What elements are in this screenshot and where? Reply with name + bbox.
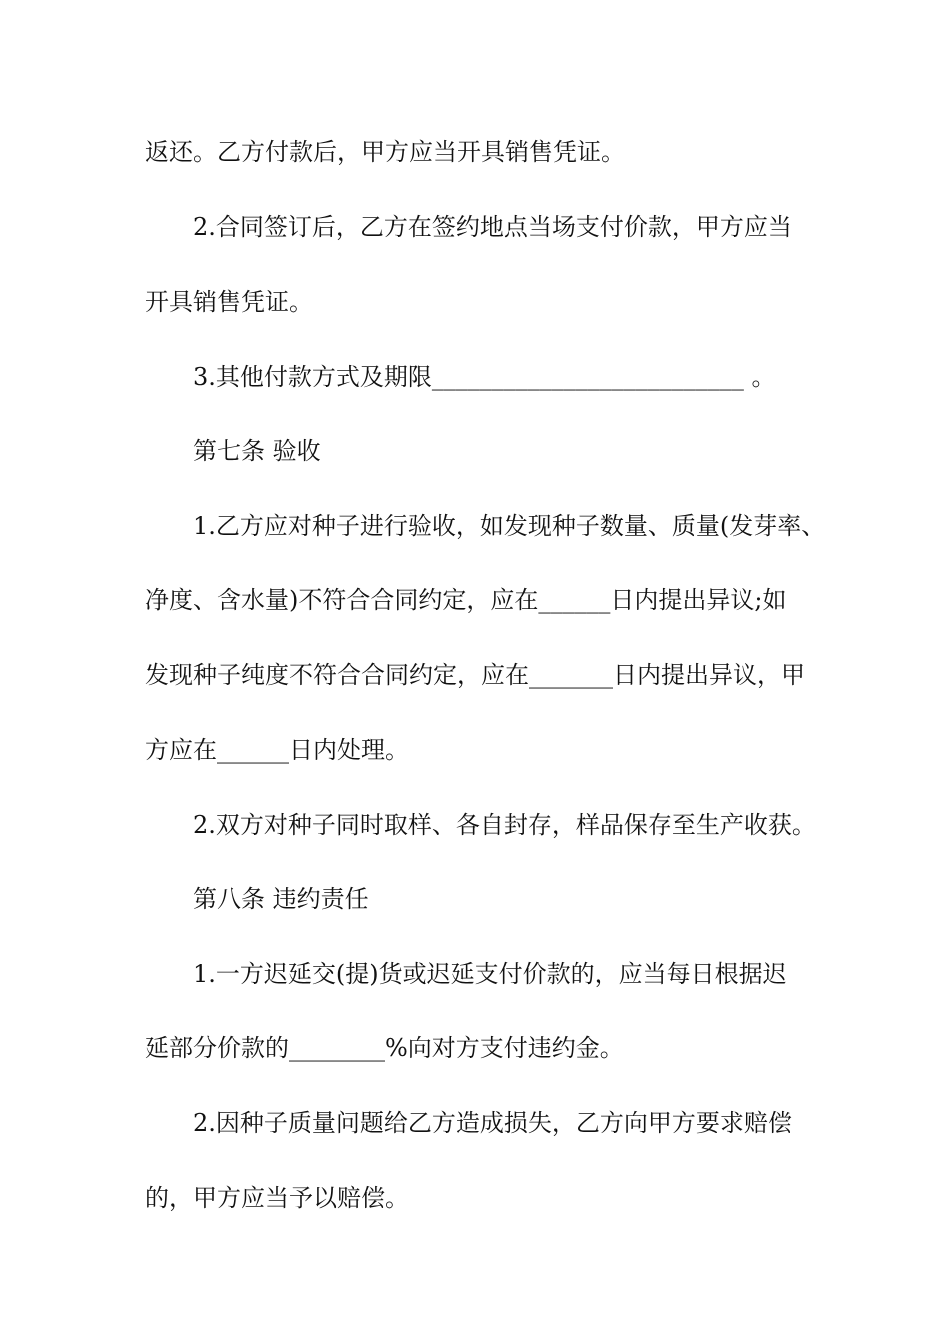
section-heading: 第八条 违约责任 — [193, 885, 369, 913]
paragraph-line: 返还。乙方付款后，甲方应当开具销售凭证。 — [145, 138, 625, 166]
paragraph-line: 2.因种子质量问题给乙方造成损失，乙方向甲方要求赔偿 — [193, 1109, 792, 1137]
paragraph-line: 开具销售凭证。 — [145, 288, 313, 316]
paragraph-line: 3.其他付款方式及期限__________________________ 。 — [193, 363, 776, 391]
paragraph-line: 方应在______日内处理。 — [145, 736, 409, 764]
paragraph-line: 1.乙方应对种子进行验收，如发现种子数量、质量(发芽率、 — [193, 512, 826, 540]
paragraph-line: 1.一方迟延交(提)货或迟延支付价款的，应当每日根据迟 — [193, 960, 787, 988]
paragraph-line: 延部分价款的________%向对方支付违约金。 — [145, 1034, 624, 1062]
paragraph-line: 发现种子纯度不符合合同约定，应在_______日内提出异议，甲 — [145, 661, 805, 689]
paragraph-line: 的，甲方应当予以赔偿。 — [145, 1184, 409, 1212]
paragraph-line: 2.双方对种子同时取样、各自封存，样品保存至生产收获。 — [193, 811, 816, 839]
paragraph-line: 2.合同签订后，乙方在签约地点当场支付价款，甲方应当 — [193, 213, 792, 241]
paragraph-line: 净度、含水量)不符合合同约定，应在______日内提出异议;如 — [145, 586, 787, 614]
section-heading: 第七条 验收 — [193, 437, 321, 465]
